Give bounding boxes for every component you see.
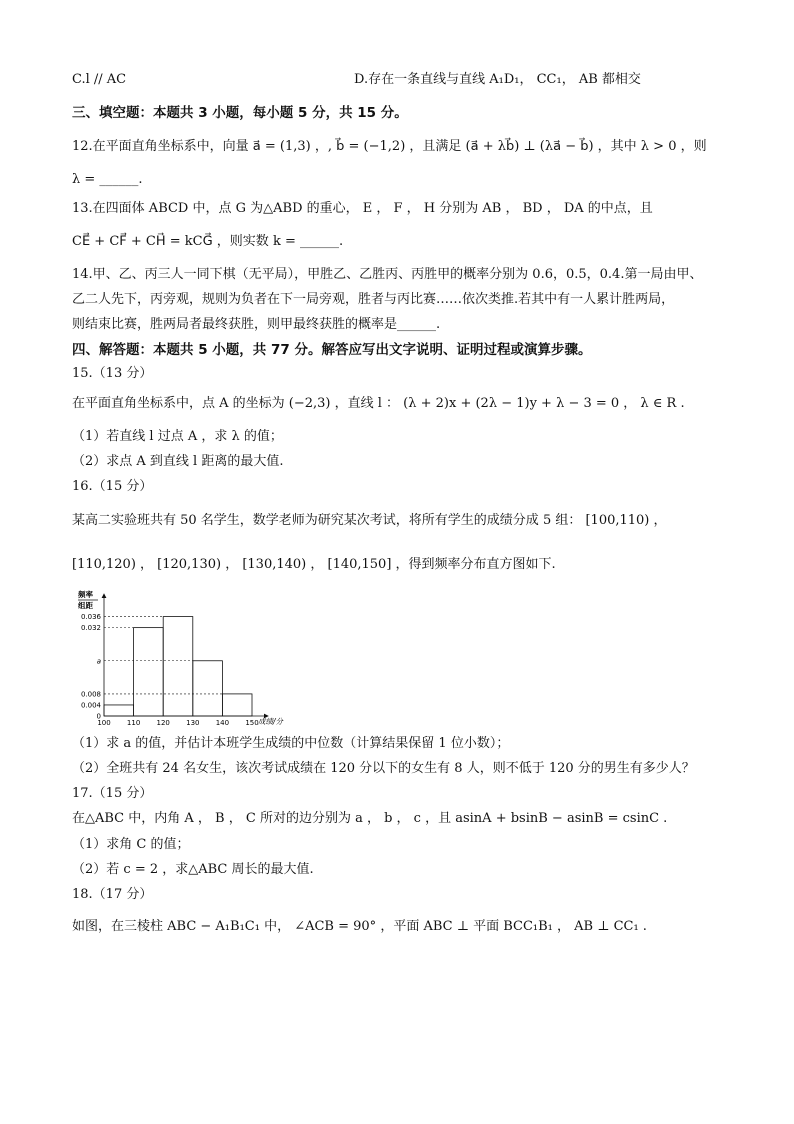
question-13-cont: CE⃗ + CF⃗ + CH⃗ = kCG⃗ ，则实数 k = ______. [72, 234, 344, 249]
y-tick-label: a [96, 657, 101, 666]
y-tick-label: 0 [96, 712, 101, 721]
question-17-header: 17.（15 分） [72, 786, 153, 801]
question-13: 13.在四面体 ABCD 中，点 G 为△ABD 的重心， E ， F ， H 分别为 AB ， BD ， DA 的中点，且 [72, 201, 653, 216]
x-tick-label: 100 [97, 719, 111, 727]
y-tick-label: 0.032 [80, 624, 101, 633]
histogram-bar [163, 617, 193, 716]
y-axis-label-bottom: 组距 [78, 601, 93, 610]
histogram-bar [193, 661, 223, 716]
y-tick-label: 0.036 [80, 613, 101, 622]
question-16-header: 16.（15 分） [72, 479, 153, 494]
question-18-header: 18.（17 分） [72, 887, 153, 902]
x-tick-label: 150 [245, 719, 259, 727]
question-17-part2: （2）若 c = 2 ，求△ABC 周长的最大值. [72, 862, 314, 877]
y-axis-label-top: 频率 [78, 590, 93, 599]
x-axis-label: 成绩/分 [258, 717, 284, 726]
x-tick-label: 140 [215, 719, 230, 727]
histogram-bar [222, 694, 252, 716]
question-14-cont2: 则结束比赛，胜两局者最终获胜，则甲最终获胜的概率是______. [72, 317, 441, 332]
y-tick-label: 0.004 [80, 701, 101, 710]
x-tick-label: 120 [156, 719, 170, 727]
x-tick-label: 130 [186, 719, 200, 727]
question-17-part1: （1）求角 C 的值； [72, 837, 190, 852]
question-12-answer: λ = ______. [72, 172, 143, 187]
histogram-bar [104, 705, 134, 716]
question-16-part2: （2）全班共有 24 名女生，该次考试成绩在 120 分以下的女生有 8 人，则不低于 120 分的男生有多少人？ [72, 761, 695, 776]
question-16: 某高二实验班共有 50 名学生，数学老师为研究某次考试，将所有学生的成绩分成 5 组： [100,110) ， [72, 513, 667, 528]
x-tick-label: 110 [126, 719, 141, 727]
question-14-cont: 乙二人先下，丙旁观，规则为负者在下一局旁观，胜者与丙比赛……依次类推.若其中有一人累计胜两局， [72, 292, 675, 307]
question-15-part1: （1）若直线 l 过点 A ，求 λ 的值； [72, 429, 283, 444]
histogram-bar [134, 628, 164, 716]
y-tick-label: 0.008 [80, 690, 101, 699]
question-15: 在平面直角坐标系中，点 A 的坐标为 (−2,3) ，直线 l ： (λ + 2)x + (2λ − 1)y + λ − 3 = 0 ， λ ∈ R . [72, 396, 685, 411]
question-18: 如图，在三棱柱 ABC − A₁B₁C₁ 中， ∠ACB = 90° ，平面 ABC ⊥ 平面 BCC₁B₁ ， AB ⊥ CC₁ . [72, 919, 647, 934]
question-16-part1: （1）求 a 的值，并估计本班学生成绩的中位数（计算结果保留 1 位小数）； [72, 736, 510, 751]
question-12: 12.在平面直角坐标系中，向量 a⃗ = (1,3) ，, b⃗ = (−1,2) ，且满足 (a⃗ + λb⃗) ⊥ (λa⃗ − b⃗) ，其中 λ > 0 ，则 [72, 139, 707, 154]
question-14: 14.甲、乙、丙三人一同下棋（无平局），甲胜乙、乙胜丙、丙胜甲的概率分别为 0.6，0.5，0.4.第一局由甲、 [72, 267, 703, 282]
section-heading-solve: 四、解答题：本题共 5 小题，共 77 分。解答应写出文字说明、证明过程或演算步骤。 [72, 342, 592, 358]
option-d: D.存在一条直线与直线 A₁D₁， CC₁， AB 都相交 [354, 72, 641, 87]
question-15-part2: （2）求点 A 到直线 l 距离的最大值. [72, 454, 284, 469]
option-c: C.l // AC [72, 72, 127, 87]
question-17: 在△ABC 中，内角 A ， B ， C 所对的边分别为 a ， b ， c ，且 asinA + bsinB − asinB = csinC . [72, 811, 668, 826]
frequency-histogram [72, 588, 302, 728]
section-heading-fill-blank: 三、填空题：本题共 3 小题，每小题 5 分，共 15 分。 [72, 105, 408, 121]
question-16-cont: [110,120) ， [120,130) ， [130,140) ， [140,150] ，得到频率分布直方图如下. [72, 557, 556, 572]
question-15-header: 15.（13 分） [72, 366, 153, 381]
